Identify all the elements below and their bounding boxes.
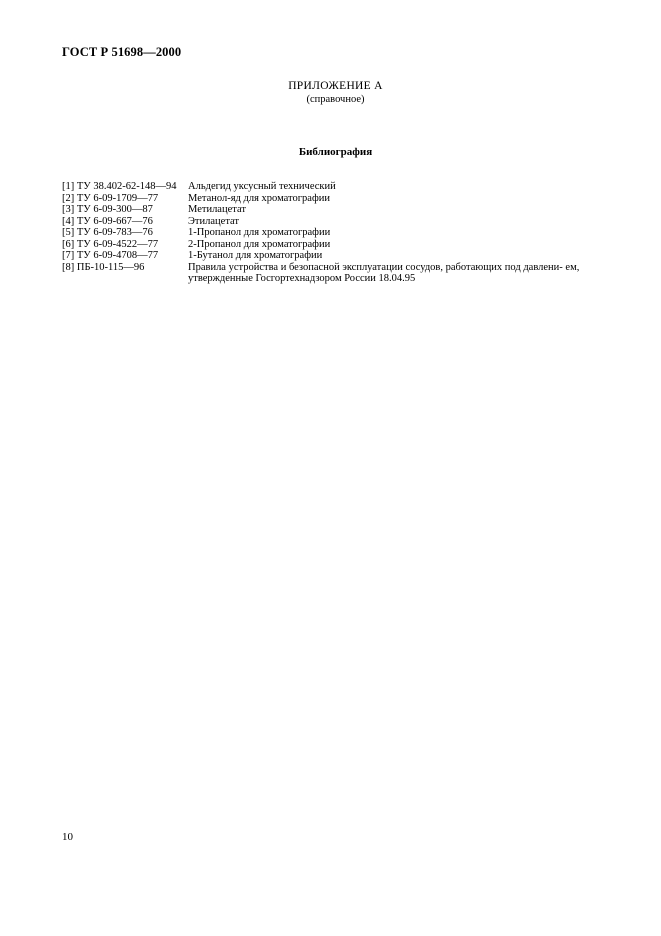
bibliography-entry-ref: [8] ПБ-10-115—96 <box>62 261 145 273</box>
standard-code: ГОСТ Р 51698—2000 <box>62 45 182 59</box>
bibliography-entry-title: 2-Пропанол для хроматографии <box>188 238 331 250</box>
bibliography-entry-ref: [3] ТУ 6-09-300—87 <box>62 204 153 215</box>
bibliography-entry-title: 1-Пропанол для хроматографии <box>188 227 331 238</box>
bibliography-entry-title: Метанол-яд для хроматографии <box>188 192 331 204</box>
bibliography-entry-ref: [1] ТУ 38.402-62-148—94 <box>62 181 177 192</box>
bibliography-entry <box>62 204 602 216</box>
bibliography-entry-title: Этилацетат <box>188 215 240 227</box>
bibliography-entry-ref: [4] ТУ 6-09-667—76 <box>62 215 153 227</box>
bibliography-entry <box>62 250 602 262</box>
bibliography-entry <box>62 262 602 285</box>
bibliography-entry-title: Правила устройства и безопасной эксплуатации сосудов, работающих под давлени- ем, утвержденные Госгортехнадзором России 18.04.95 <box>188 261 580 284</box>
bibliography-entry-ref: [5] ТУ 6-09-783—76 <box>62 227 153 238</box>
bibliography-entry-title: Альдегид уксусный технический <box>188 181 336 192</box>
bibliography-entry <box>62 216 602 228</box>
bibliography-entry-title: 1-Бутанол для хроматографии <box>188 250 323 261</box>
bibliography-entry-ref: [7] ТУ 6-09-4708—77 <box>62 250 159 261</box>
bibliography-entry <box>62 227 602 239</box>
bibliography-entry-ref: [6] ТУ 6-09-4522—77 <box>62 238 159 250</box>
bibliography-entry <box>62 181 602 193</box>
bibliography-entry-title: Метилацетат <box>188 204 246 215</box>
bibliography-entry-ref: [2] ТУ 6-09-1709—77 <box>62 192 159 204</box>
appendix-title: ПРИЛОЖЕНИЕ А <box>288 80 383 92</box>
bibliography-entry <box>62 239 602 251</box>
bibliography-list <box>62 181 602 285</box>
page-number: 10 <box>62 831 73 843</box>
appendix-subtitle: (справочное) <box>306 94 365 105</box>
bibliography-entry <box>62 193 602 205</box>
bibliography-heading: Библиография <box>298 146 373 158</box>
